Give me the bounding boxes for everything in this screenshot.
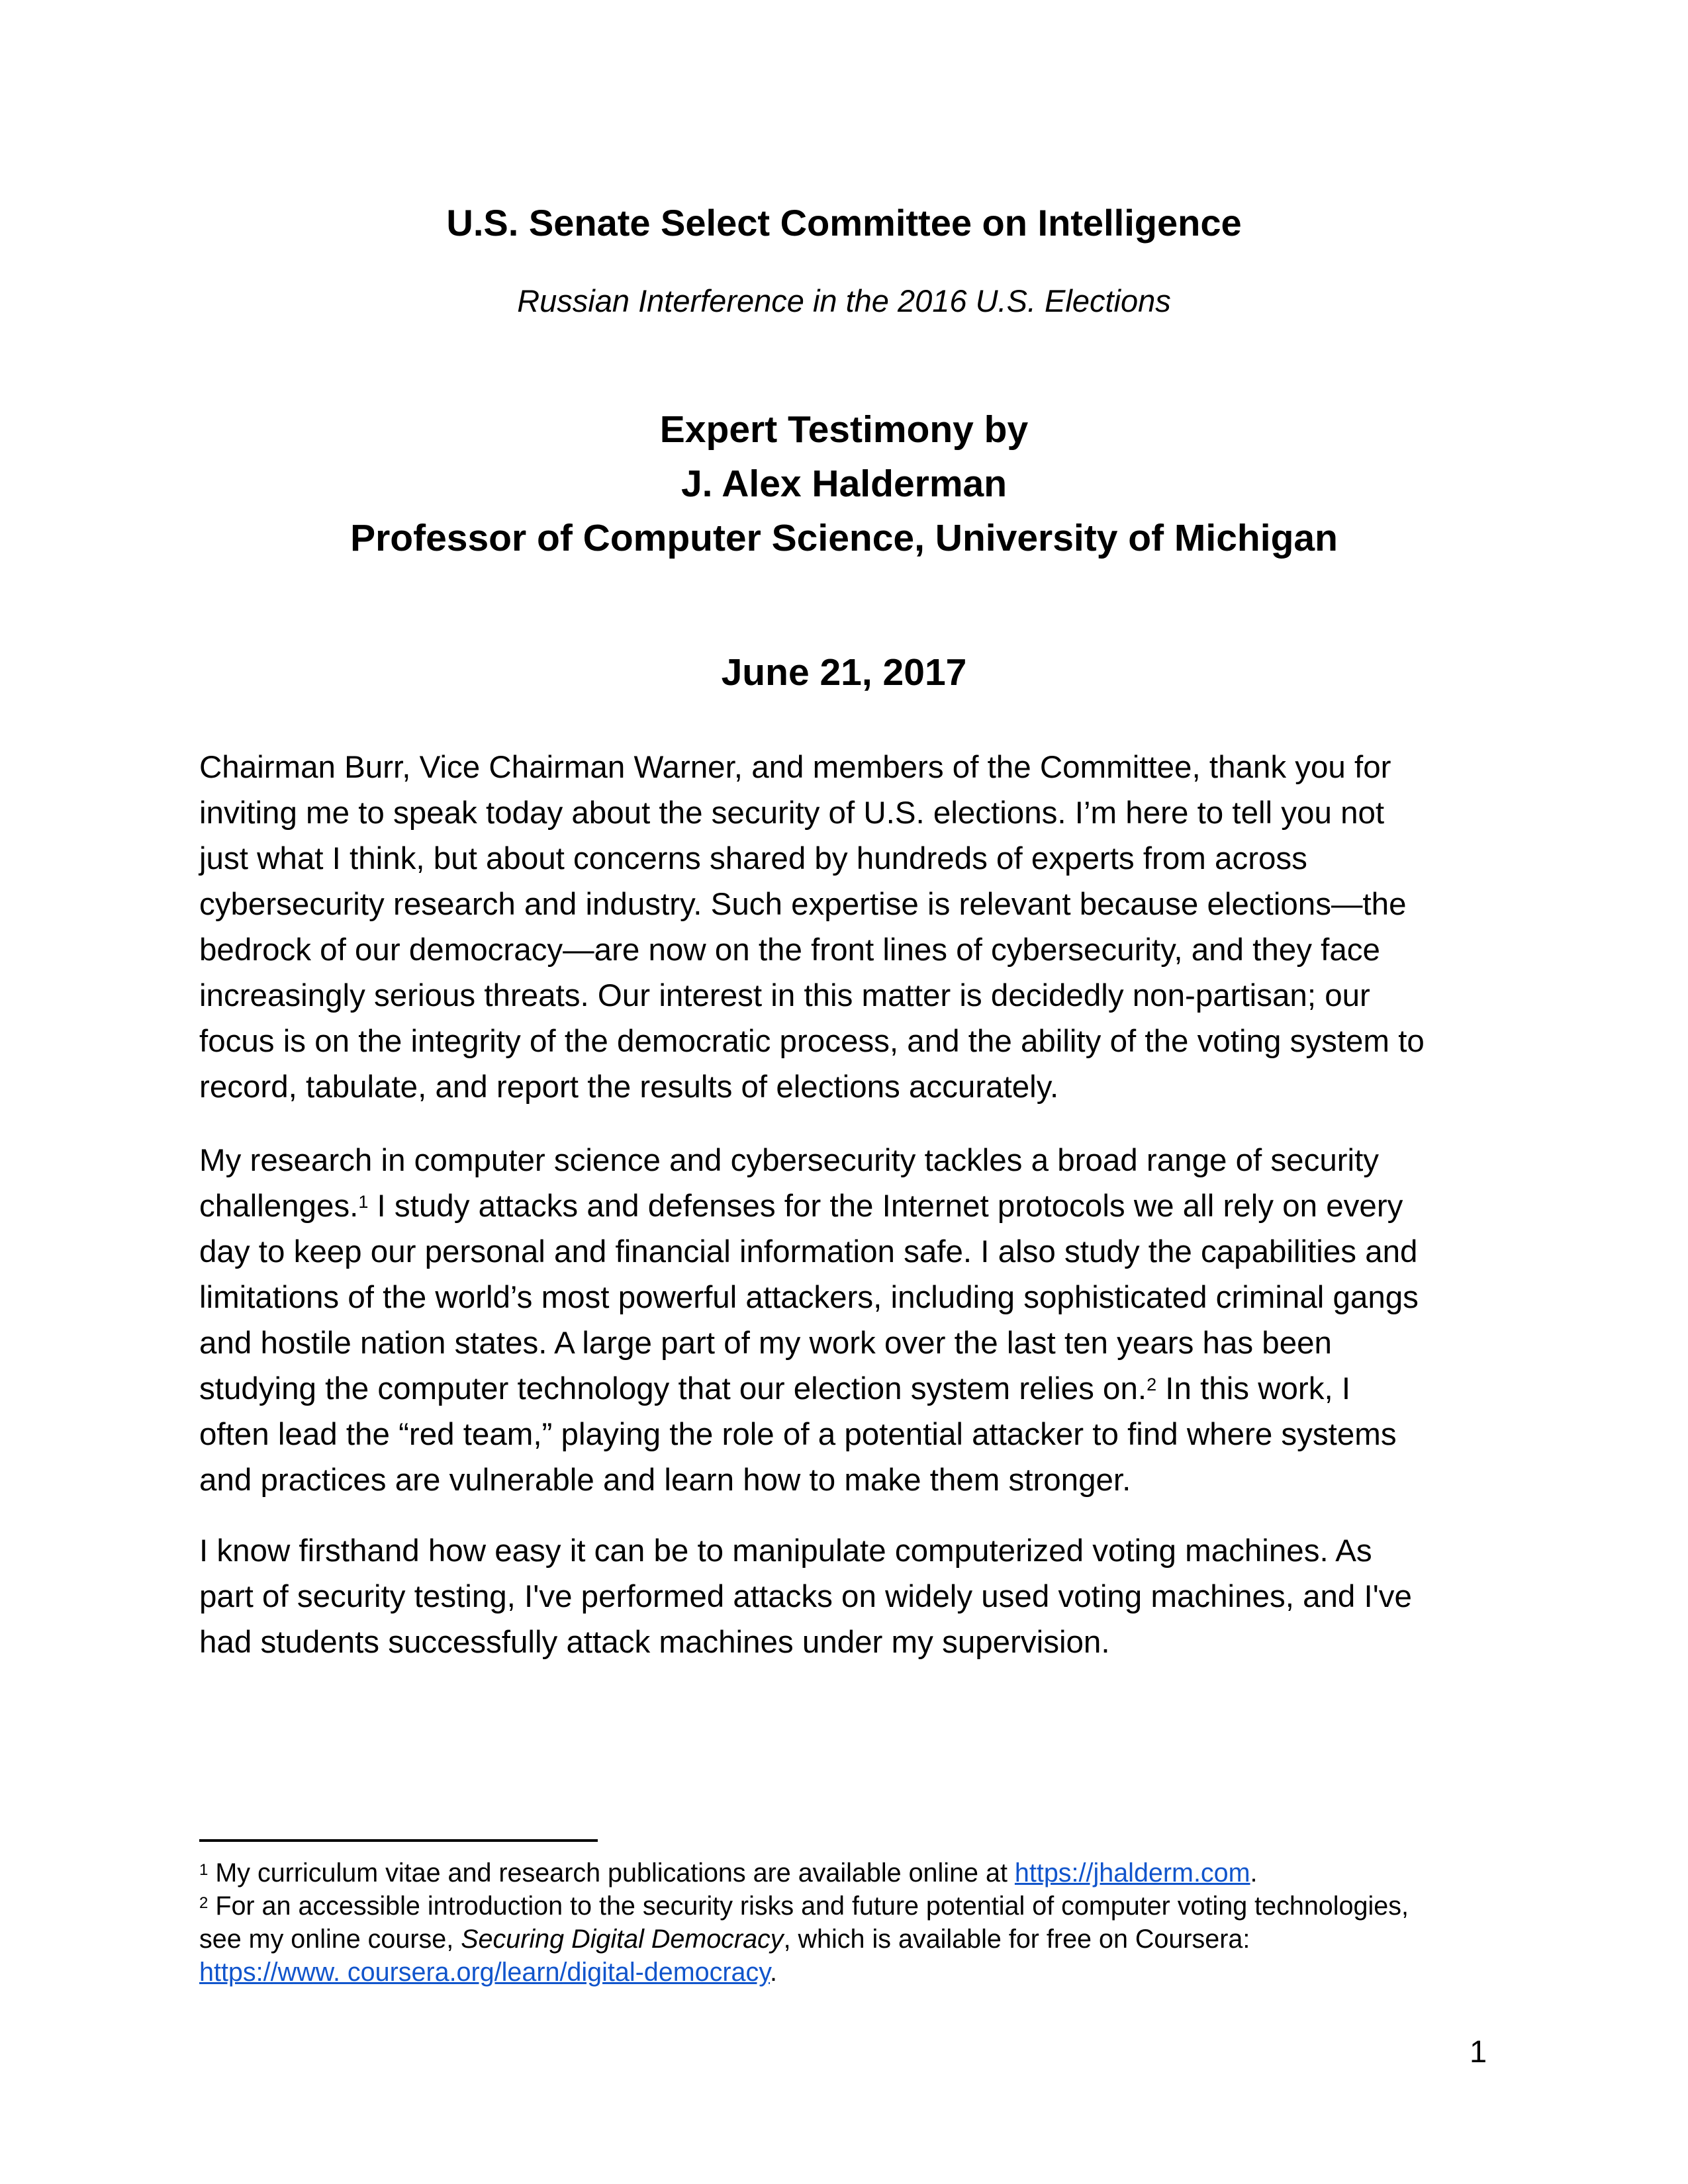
testimony-heading: Expert Testimony by xyxy=(659,408,1029,451)
text-segment: I study attacks and defenses for the Internet protocols we all rely on every xyxy=(368,1189,1403,1224)
page-number: 1 xyxy=(1470,2034,1487,2069)
cv-link[interactable]: https://jhalderm.com xyxy=(1014,1858,1250,1888)
testimony-date: June 21, 2017 xyxy=(721,651,967,694)
text-line: limitations of the world’s most powerful attackers, including sophisticated criminal gangs xyxy=(199,1280,1419,1315)
text-line: Chairman Burr, Vice Chairman Warner, and members of the Committee, thank you for xyxy=(199,750,1391,785)
footnote-2-line-2 xyxy=(199,1923,1523,1956)
text-line: I know firsthand how easy it can be to manipulate computerized voting machines. As xyxy=(199,1533,1372,1569)
text-line: just what I think, but about concerns shared by hundreds of experts from across xyxy=(199,841,1307,876)
text-line: increasingly serious threats. Our interest in this matter is decidedly non-partisan; our xyxy=(199,978,1370,1013)
text-line: record, tabulate, and report the results of elections accurately. xyxy=(199,1069,1059,1105)
text-line: had students successfully attack machines under my supervision. xyxy=(199,1625,1110,1660)
footnote-ref-1[interactable]: 1 xyxy=(358,1192,369,1212)
text-segment: In this work, I xyxy=(1156,1371,1351,1406)
footnote-1 xyxy=(199,1856,1523,1889)
text-line: and practices are vulnerable and learn how to make them stronger. xyxy=(199,1463,1131,1498)
text-line: bedrock of our democracy—are now on the front lines of cybersecurity, and they face xyxy=(199,933,1380,968)
text-line: and hostile nation states. A large part of my work over the last ten years has been xyxy=(199,1326,1332,1361)
footnote-text: For an accessible introduction to the security risks and future potential of computer voting technologies, xyxy=(208,1891,1409,1921)
footnote-text: , which is available for free on Coursera: xyxy=(783,1925,1250,1954)
text-segment: studying the computer technology that our election system relies on. xyxy=(199,1371,1147,1406)
footnote-number: 2 xyxy=(199,1894,209,1912)
footnotes xyxy=(199,1856,1523,1989)
text-line xyxy=(199,1183,1523,1229)
text-line: focus is on the integrity of the democratic process, and the ability of the voting system to xyxy=(199,1024,1425,1059)
author-affiliation: Professor of Computer Science, University of Michigan xyxy=(350,517,1338,559)
footnote-2 xyxy=(199,1889,1523,1923)
footnote-text: . xyxy=(770,1958,778,1987)
text-line: often lead the “red team,” playing the role of a potential attacker to find where systems xyxy=(199,1417,1397,1452)
text-line xyxy=(199,1366,1523,1412)
paragraph-research xyxy=(199,1138,1523,1503)
text-line: cybersecurity research and industry. Such expertise is relevant because elections—the xyxy=(199,887,1407,922)
footnote-number: 1 xyxy=(199,1861,209,1879)
footnote-text: My curriculum vitae and research publications are available online at xyxy=(208,1858,1015,1888)
footnote-divider xyxy=(199,1839,598,1842)
text-line: part of security testing, I've performed attacks on widely used voting machines, and I've xyxy=(199,1579,1412,1614)
paragraph-firsthand xyxy=(199,1528,1523,1665)
text-line: My research in computer science and cybersecurity tackles a broad range of security xyxy=(199,1143,1380,1178)
committee-title: U.S. Senate Select Committee on Intelligence xyxy=(446,202,1242,244)
footnote-text: . xyxy=(1250,1858,1258,1888)
footnote-ref-2[interactable]: 2 xyxy=(1147,1375,1157,1394)
paragraph-intro xyxy=(199,745,1523,1110)
coursera-link[interactable]: https://www. coursera.org/learn/digital-democracy xyxy=(199,1958,771,1987)
text-segment: challenges. xyxy=(199,1189,359,1224)
hearing-subtitle: Russian Interference in the 2016 U.S. Elections xyxy=(517,283,1171,318)
footnote-2-line-3 xyxy=(199,1956,1523,1989)
course-title: Securing Digital Democracy xyxy=(461,1925,784,1954)
text-line: day to keep our personal and financial information safe. I also study the capabilities and xyxy=(199,1234,1418,1269)
footnote-text: see my online course, xyxy=(199,1925,461,1954)
author-name: J. Alex Halderman xyxy=(680,463,1008,505)
text-line: inviting me to speak today about the security of U.S. elections. I’m here to tell you not xyxy=(199,796,1385,831)
